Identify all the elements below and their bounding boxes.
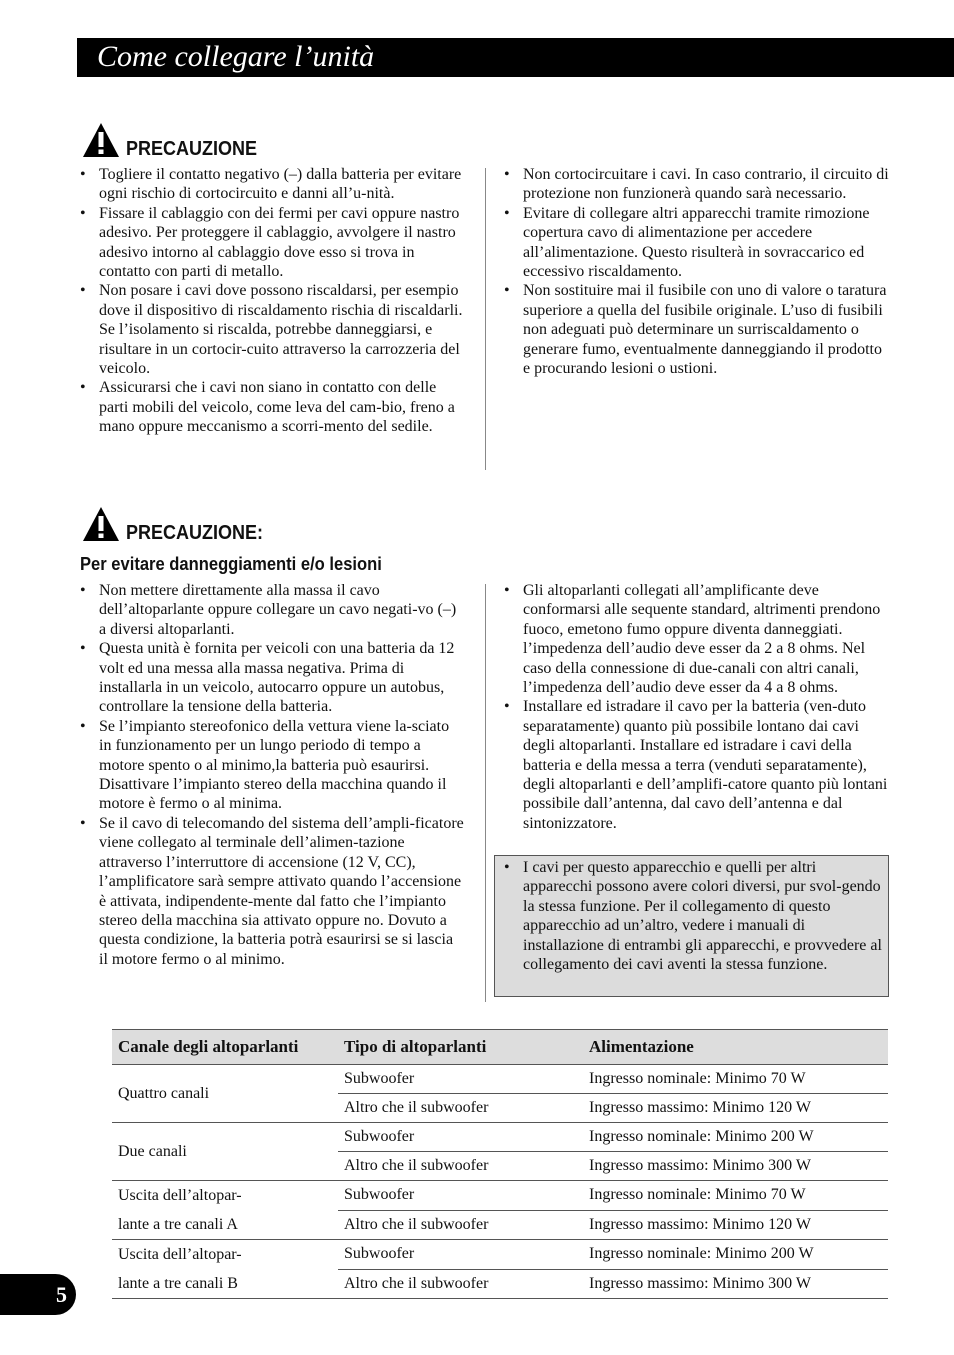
power-cell: Ingresso massimo: Minimo 120 W bbox=[583, 1210, 888, 1240]
channel-cell: Quattro canali bbox=[112, 1065, 338, 1123]
power-cell: Ingresso nominale: Minimo 70 W bbox=[583, 1181, 888, 1211]
list-item: • Fissare il cablaggio con dei fermi per cavi oppure nastro adesivo. Per proteggere il cablaggio, avvolgere il nastro adesivo intorno al cablaggio dove esso si trova in contatto con parti di metallo. bbox=[77, 204, 465, 282]
page-number: 5 bbox=[56, 1282, 67, 1307]
list-item: • Togliere il contatto negativo (–) dalla batteria per evitare ogni rischio di cortocircuito e danni all’u-nità. bbox=[77, 165, 465, 204]
caution-left-column bbox=[77, 581, 465, 969]
type-cell: Altro che il subwoofer bbox=[338, 1210, 583, 1240]
caution-right-column bbox=[501, 581, 891, 833]
power-cell: Ingresso massimo: Minimo 300 W bbox=[583, 1152, 888, 1181]
list-item: • Se l’impianto stereofonico della vettura viene la-sciato in funzionamento per un lungo periodo di tempo a motore spento o al minimo,la batteria può esaurirsi. Disattivare l’impianto stereo della macchina quando il motore è fermo o al minima. bbox=[77, 717, 465, 814]
channel-line: Uscita dell’altopar- bbox=[118, 1246, 242, 1263]
list-item: • Assicurarsi che i cavi non siano in contatto con delle parti mobili del veicolo, come leva del cam-bio, freno a mano oppure meccanismo a scorri-mento del sedile. bbox=[77, 378, 465, 436]
note-text: • I cavi per questo apparecchio e quelli per altri apparecchi possono avere colori diversi, pur svol-gendo la stessa funzione. Per il collegamento di questo apparecchio ad un’altro, vedere i manuali di installazione di entrambi gli apparecchi, e provvedere al collegamento dei cavi aventi la stessa funzione. bbox=[501, 858, 884, 974]
warning-icon bbox=[82, 122, 120, 158]
power-cell: Ingresso massimo: Minimo 120 W bbox=[583, 1094, 888, 1123]
list-item: • Installare ed istradare il cavo per la batteria (ven-duto separatamente) quanto più possibile lontano dai cavi degli altoparlanti. Installare ed istradare i cavi della batteria e della messa a terra (venduti separatamente), degli altoparlanti e dell’amplifi-catore quanto più lontani possibile dall’antenna, dal cavo dell’antenna e dal sintonizzatore. bbox=[501, 697, 891, 833]
list-item: • Non posare i cavi dove possono riscaldarsi, per esempio dove il dispositivo di riscaldamento rischia di riscaldarli. Se l’isolamento si riscalda, potrebbe danneggiarsi, e risultare in un cortocir-cuito attraverso la carrozzeria del veicolo. bbox=[77, 281, 465, 378]
list-item: • Questa unità è fornita per veicoli con una batteria da 12 volt ed una messa alla massa negativa. Prima di installarla in un veicolo, autocarro oppure un autobus, controllare la tensione della batteria. bbox=[77, 639, 465, 717]
power-cell: Ingresso massimo: Minimo 300 W bbox=[583, 1269, 888, 1299]
caution-left-column bbox=[77, 165, 465, 437]
list-item: • Non mettere direttamente alla massa il cavo dell’altoparlante oppure collegare un cavo negati-vo (–) a diversi altoparlanti. bbox=[77, 581, 465, 639]
caution-heading: PRECAUZIONE bbox=[126, 138, 258, 160]
column-divider bbox=[485, 584, 486, 1002]
type-cell: Altro che il subwoofer bbox=[338, 1152, 583, 1181]
channel-line: lante a tre canali A bbox=[118, 1216, 238, 1233]
caution-heading: PRECAUZIONE: bbox=[126, 522, 264, 544]
channel-line: lante a tre canali B bbox=[118, 1275, 238, 1292]
type-cell: Altro che il subwoofer bbox=[338, 1269, 583, 1299]
type-cell: Subwoofer bbox=[338, 1123, 583, 1152]
speaker-power-table bbox=[112, 1029, 888, 1299]
type-cell: Altro che il subwoofer bbox=[338, 1094, 583, 1123]
list-item: • Non sostituire mai il fusibile con uno di valore o taratura superiore a quella del fusibile originale. L’uso di fusibili non adeguati può determinare un surriscaldamento o generare fumo, eventualmente danneggiando il prodotto e procurando lesioni o ustioni. bbox=[501, 281, 891, 378]
channel-cell bbox=[112, 1181, 338, 1240]
warning-icon bbox=[82, 506, 120, 542]
type-cell: Subwoofer bbox=[338, 1240, 583, 1270]
list-item: • Evitare di collegare altri apparecchi tramite rimozione copertura cavo di alimentazione per accedere all’alimentazione. Questo risulterà in sovraccarico ed eccessivo riscaldamento. bbox=[501, 204, 891, 282]
table-header: Canale degli altoparlanti bbox=[112, 1030, 338, 1065]
header-bar bbox=[77, 38, 954, 77]
power-cell: Ingresso nominale: Minimo 70 W bbox=[583, 1065, 888, 1094]
power-cell: Ingresso nominale: Minimo 200 W bbox=[583, 1240, 888, 1270]
page-number-tab bbox=[0, 1274, 76, 1315]
type-cell: Subwoofer bbox=[338, 1065, 583, 1094]
table-header: Tipo di altoparlanti bbox=[338, 1030, 583, 1065]
table-row bbox=[112, 1065, 888, 1094]
list-item: • Gli altoparlanti collegati all’amplificante deve conformarsi alle sequente standard, altrimenti prendono fuoco, emetono fumo oppure diventa danneggiati. l’impedenza dell’audio deve esser da 2 a 8 ohms. Nel caso della connessione di due-canali con altri canali, l’impedenza dell’audio deve esser da 4 a 8 ohms. bbox=[501, 581, 891, 697]
power-cell: Ingresso nominale: Minimo 200 W bbox=[583, 1123, 888, 1152]
caution-right-column bbox=[501, 165, 891, 378]
table-row bbox=[112, 1181, 888, 1211]
table-row bbox=[112, 1240, 888, 1270]
list-item: • Se il cavo di telecomando del sistema dell’ampli-ficatore viene collegato al terminale dell’alimen-tazione attraverso l’interruttore di accensione (12 V, CC), l’amplificatore sarà sempre attivato quando l’accensione è attivata, indipendente-mente dal fatto che l’impianto stereo della macchina sia attivato oppure no. Dovuto a questa condizione, la batteria potrà esaurirsi se si lascia il motore fermo o al minimo. bbox=[77, 814, 465, 969]
channel-cell bbox=[112, 1240, 338, 1299]
page-title: Come collegare l’unità bbox=[97, 40, 375, 73]
column-divider bbox=[485, 168, 486, 470]
section-subheading: Per evitare danneggiamenti e/o lesioni bbox=[80, 554, 382, 574]
table-row bbox=[112, 1123, 888, 1152]
channel-line: Uscita dell’altopar- bbox=[118, 1187, 242, 1204]
type-cell: Subwoofer bbox=[338, 1181, 583, 1211]
list-item: • Non cortocircuitare i cavi. In caso contrario, il circuito di protezione non funzionerà quando sarà necessario. bbox=[501, 165, 891, 204]
channel-cell: Due canali bbox=[112, 1123, 338, 1181]
table-header: Alimentazione bbox=[583, 1030, 888, 1065]
note-box bbox=[494, 855, 889, 997]
